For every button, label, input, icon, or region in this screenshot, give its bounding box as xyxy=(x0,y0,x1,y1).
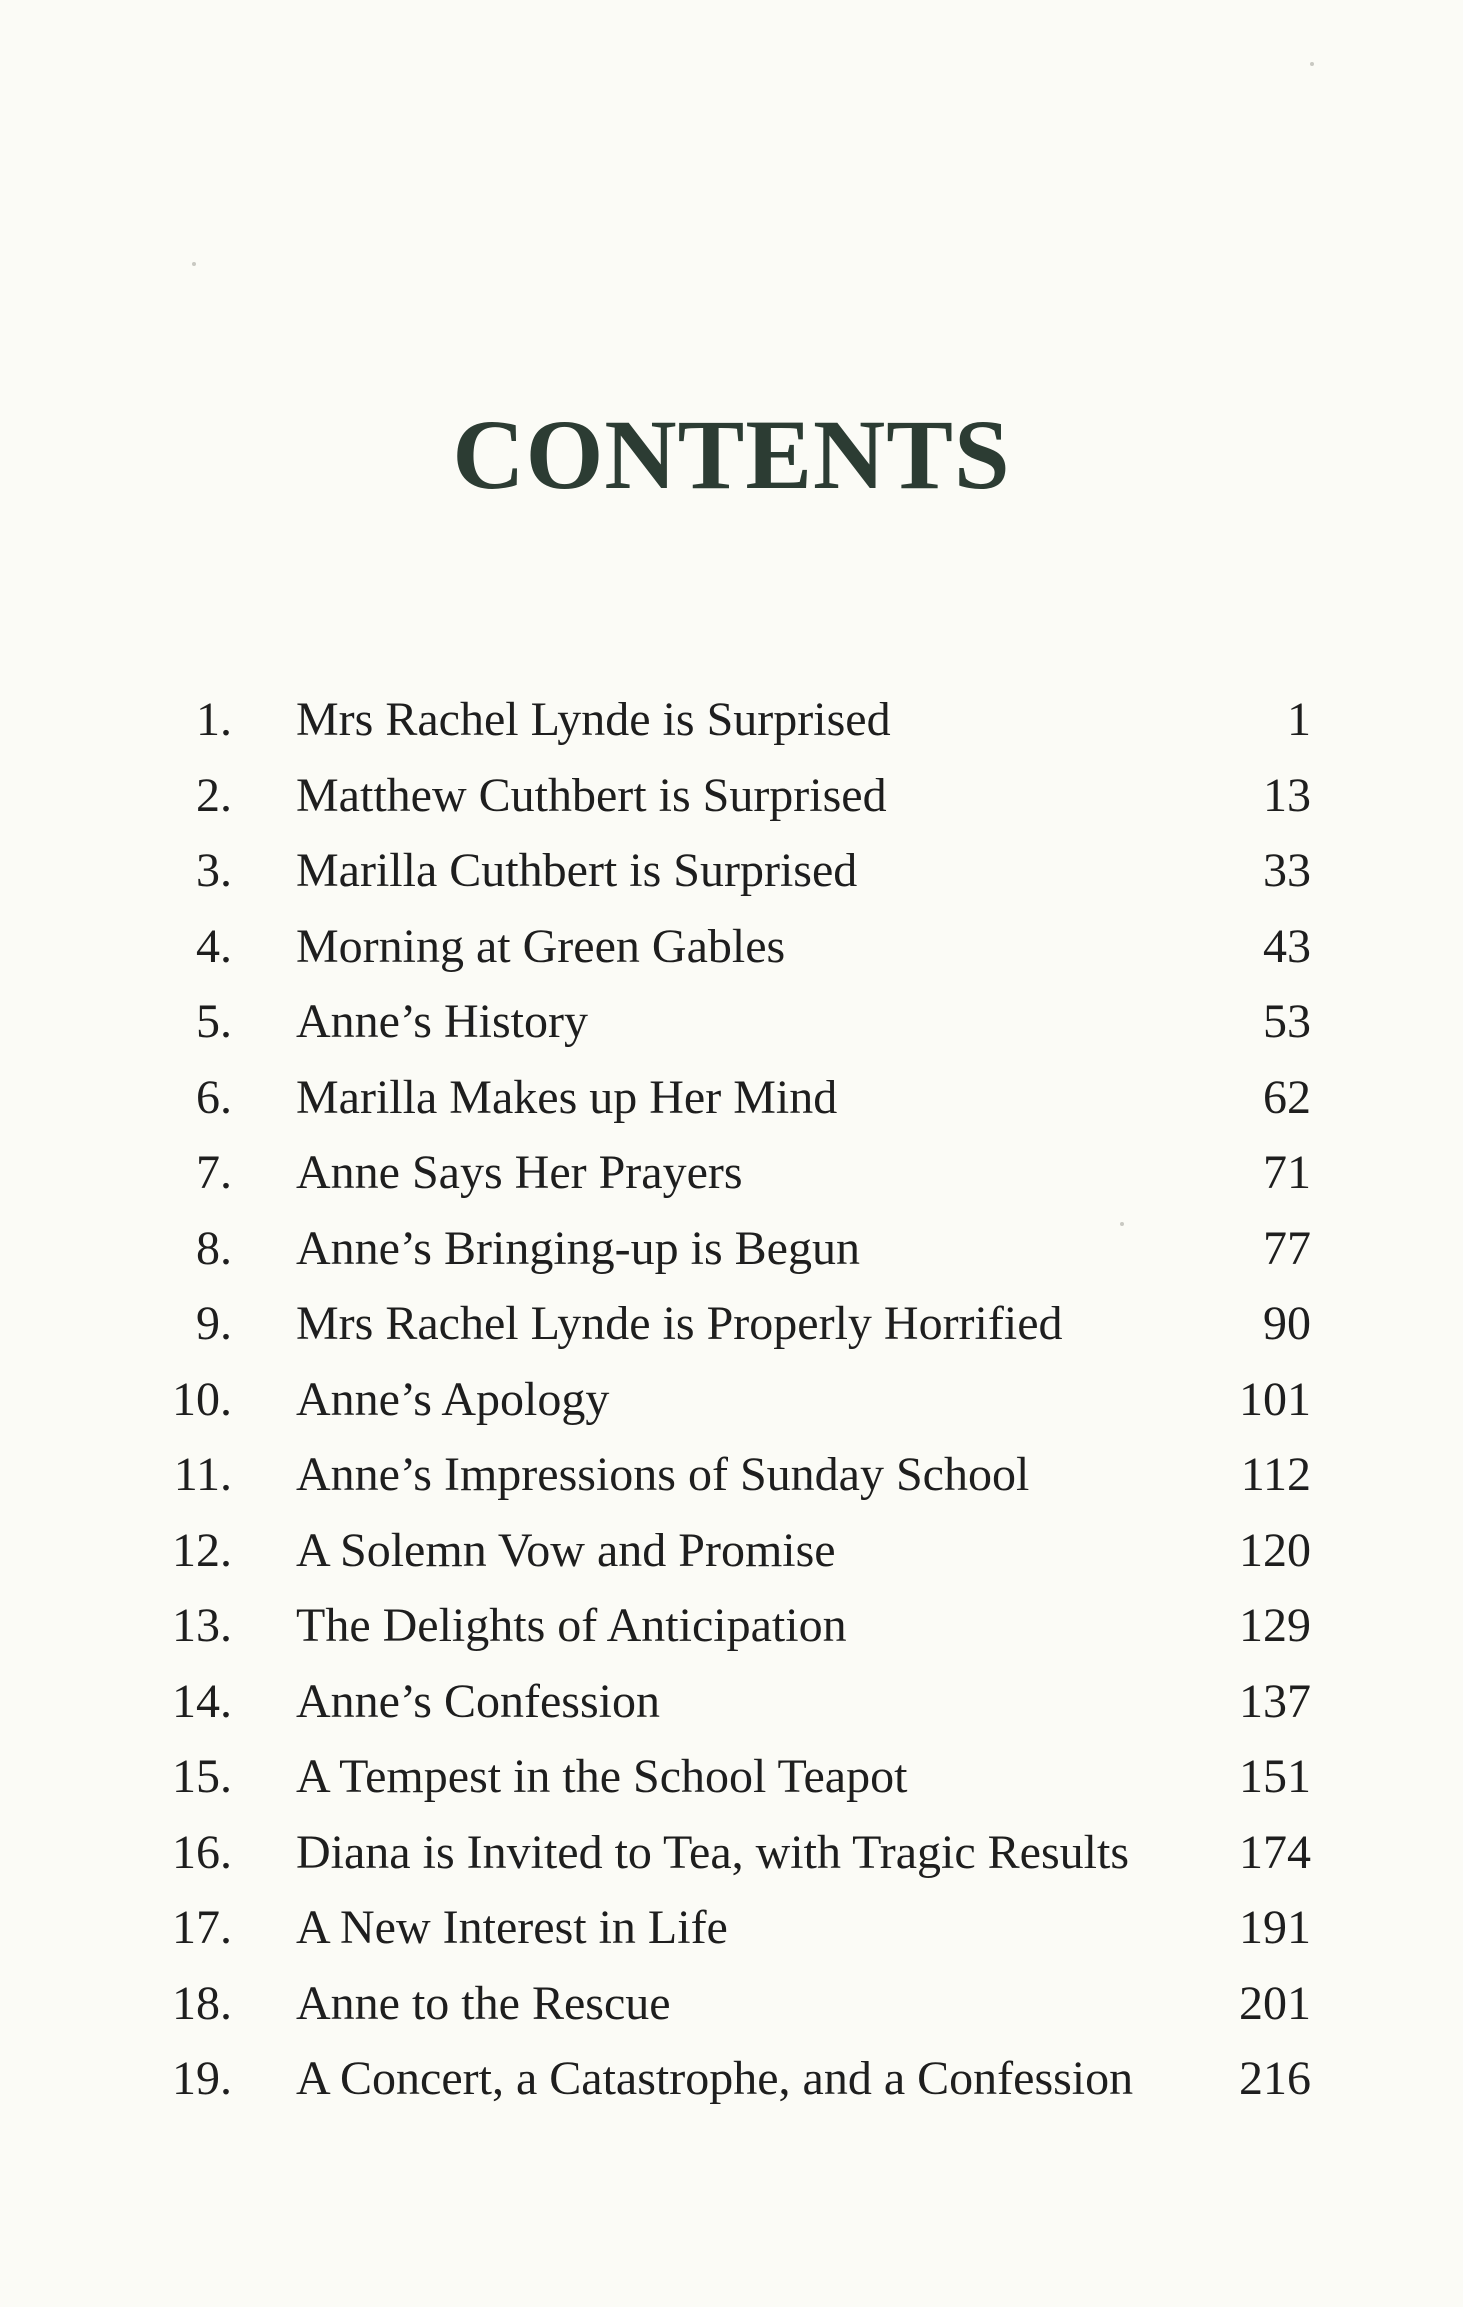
toc-entry xyxy=(0,1286,1463,1362)
chapter-number: 4. xyxy=(196,919,232,973)
chapter-number: 14. xyxy=(172,1674,232,1728)
page-number: 77 xyxy=(1263,1221,1311,1275)
chapter-number: 2. xyxy=(196,768,232,822)
toc-entry xyxy=(0,833,1463,909)
toc-entry xyxy=(0,1890,1463,1966)
chapter-title: Mrs Rachel Lynde is Properly Horrified xyxy=(296,1297,1063,1350)
page-number: 201 xyxy=(1239,1976,1311,2030)
chapter-title: A Solemn Vow and Promise xyxy=(296,1523,836,1577)
toc-entry xyxy=(0,1815,1463,1891)
chapter-title: Anne Says Her Prayers xyxy=(296,1146,743,1199)
chapter-title: Anne’s Impressions of Sunday School xyxy=(296,1448,1030,1501)
toc-entry xyxy=(0,1588,1463,1664)
chapter-title: Anne to the Rescue xyxy=(296,1976,671,2030)
chapter-number: 7. xyxy=(196,1146,232,1199)
chapter-title: A Concert, a Catastrophe, and a Confession xyxy=(296,2052,1134,2105)
paper-speck xyxy=(1310,62,1314,66)
chapter-number: 5. xyxy=(196,995,232,1048)
page-number: 191 xyxy=(1239,1901,1311,1954)
toc-entry xyxy=(0,1362,1463,1438)
page-number: 62 xyxy=(1263,1070,1311,1124)
chapter-title: Matthew Cuthbert is Surprised xyxy=(296,768,887,822)
page-number: 112 xyxy=(1240,1448,1311,1501)
toc-entry xyxy=(0,1513,1463,1589)
chapter-title: Anne’s History xyxy=(296,995,588,1048)
page-number: 120 xyxy=(1239,1523,1311,1577)
chapter-title: Marilla Cuthbert is Surprised xyxy=(296,844,858,897)
toc-entry xyxy=(0,1664,1463,1740)
page-number: 71 xyxy=(1263,1146,1311,1199)
toc-entry xyxy=(0,758,1463,834)
page-number: 1 xyxy=(1287,693,1311,746)
page-number: 216 xyxy=(1239,2052,1311,2105)
toc-entry xyxy=(0,2041,1463,2117)
toc-entry xyxy=(0,682,1463,758)
page-number: 13 xyxy=(1263,768,1311,822)
chapter-title: Mrs Rachel Lynde is Surprised xyxy=(296,693,891,746)
toc-entry xyxy=(0,1966,1463,2042)
chapter-title: A Tempest in the School Teapot xyxy=(296,1750,908,1803)
chapter-title: Morning at Green Gables xyxy=(296,919,786,973)
chapter-number: 18. xyxy=(172,1976,232,2030)
toc-entry xyxy=(0,1060,1463,1136)
page-number: 174 xyxy=(1239,1825,1311,1879)
toc-entry xyxy=(0,909,1463,985)
page-number: 90 xyxy=(1263,1297,1311,1350)
page-number: 151 xyxy=(1239,1750,1311,1803)
chapter-title: Anne’s Confession xyxy=(296,1674,660,1728)
paper-speck xyxy=(192,262,196,266)
toc-entry xyxy=(0,984,1463,1060)
chapter-title: Diana is Invited to Tea, with Tragic Results xyxy=(296,1825,1130,1879)
chapter-number: 15. xyxy=(172,1750,232,1803)
chapter-number: 9. xyxy=(196,1297,232,1350)
page-title: CONTENTS xyxy=(452,399,1011,510)
chapter-number: 16. xyxy=(172,1825,232,1879)
chapter-number: 12. xyxy=(172,1523,232,1577)
page-number: 129 xyxy=(1239,1599,1311,1652)
toc-entry xyxy=(0,1739,1463,1815)
page-number: 137 xyxy=(1239,1674,1311,1728)
chapter-number: 17. xyxy=(172,1901,232,1954)
toc-entry xyxy=(0,1135,1463,1211)
chapter-title: The Delights of Anticipation xyxy=(296,1599,847,1652)
chapter-number: 19. xyxy=(172,2052,232,2105)
chapter-title: Anne’s Bringing-up is Begun xyxy=(296,1221,860,1275)
toc-entry xyxy=(0,1437,1463,1513)
chapter-number: 13. xyxy=(172,1599,232,1652)
chapter-title: Anne’s Apology xyxy=(296,1372,610,1426)
chapter-number: 8. xyxy=(196,1221,232,1275)
chapter-number: 11. xyxy=(173,1448,232,1501)
page-number: 101 xyxy=(1239,1372,1311,1426)
table-of-contents xyxy=(0,682,1463,2117)
toc-entry xyxy=(0,1211,1463,1287)
chapter-title: Marilla Makes up Her Mind xyxy=(296,1070,838,1124)
chapter-title: A New Interest in Life xyxy=(296,1901,728,1954)
chapter-number: 10. xyxy=(172,1372,232,1426)
page-number: 33 xyxy=(1263,844,1311,897)
chapter-number: 6. xyxy=(196,1070,232,1124)
chapter-number: 1. xyxy=(196,693,232,746)
page-number: 43 xyxy=(1263,919,1311,973)
chapter-number: 3. xyxy=(196,844,232,897)
page-number: 53 xyxy=(1263,995,1311,1048)
